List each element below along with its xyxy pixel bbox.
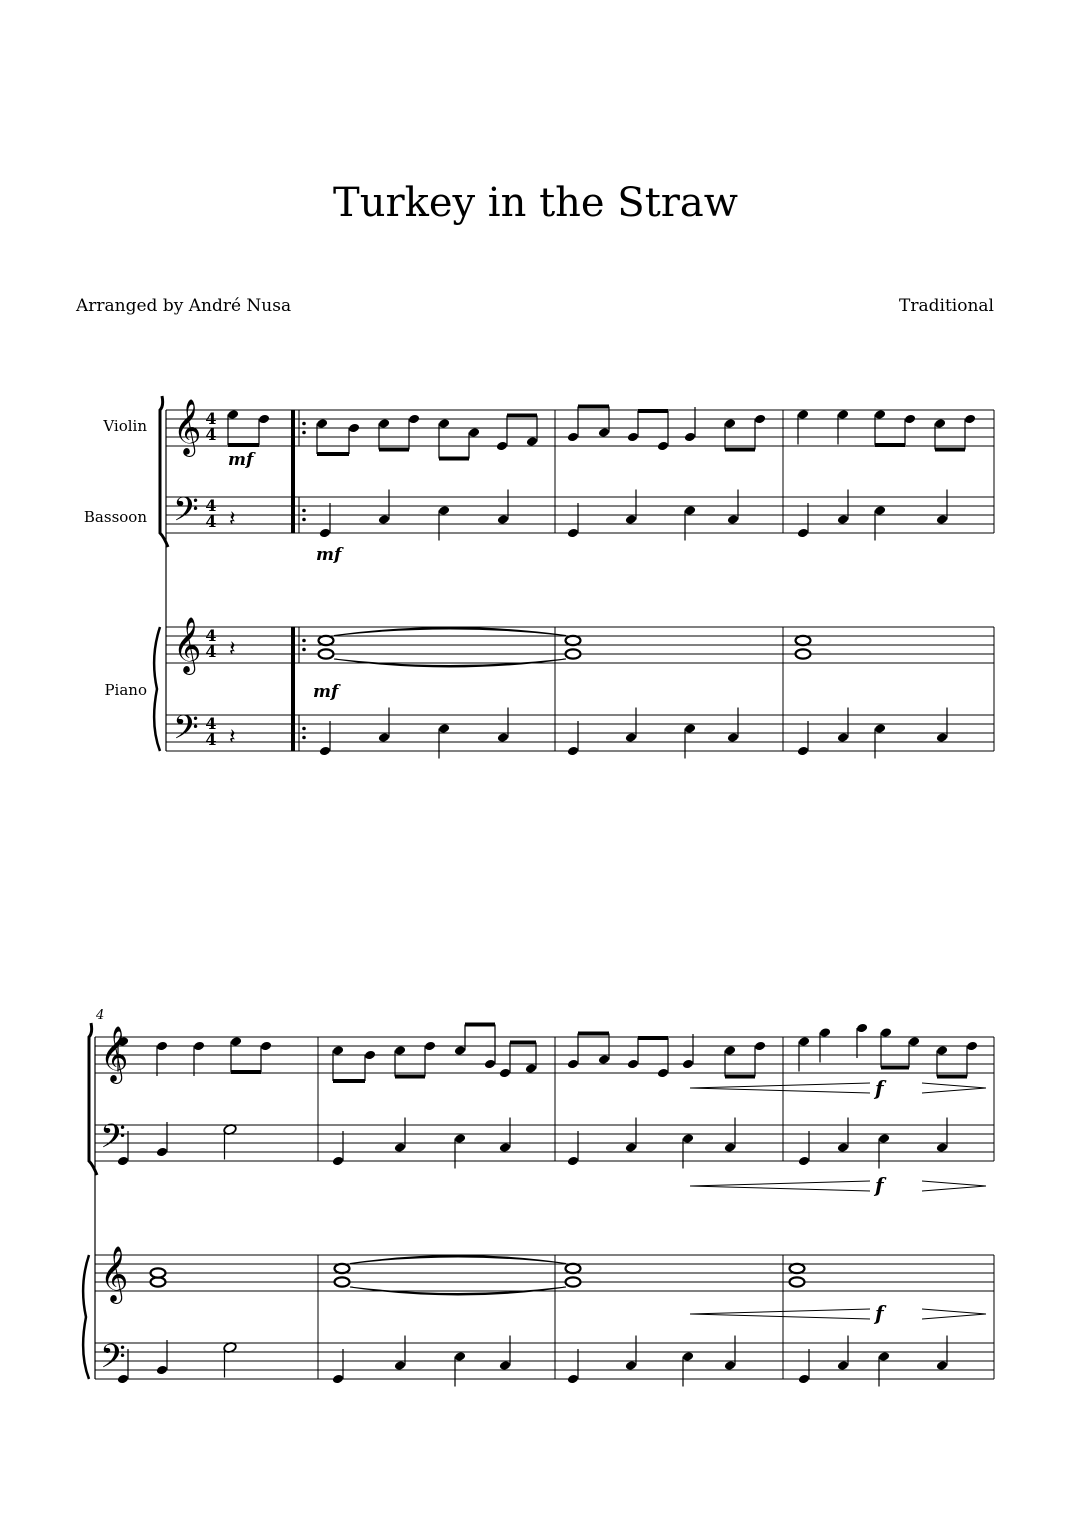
quarter-note bbox=[797, 528, 809, 539]
quarter-note bbox=[936, 1360, 948, 1371]
quarter-note bbox=[499, 1360, 511, 1371]
repeat-dot bbox=[302, 431, 306, 435]
quarter-note bbox=[156, 1365, 168, 1376]
quarter-note bbox=[798, 1156, 810, 1167]
crescendo-hairpin bbox=[690, 1309, 870, 1314]
eighth-note bbox=[754, 1041, 766, 1052]
violin-time-bottom: 4 bbox=[205, 425, 217, 444]
eighth-note bbox=[908, 1036, 920, 1047]
quarter-note bbox=[936, 1142, 948, 1153]
piano-brace bbox=[154, 627, 160, 751]
piano-lh-time-bottom: 4 bbox=[205, 730, 217, 749]
quarter-note bbox=[625, 732, 637, 743]
eighth-note bbox=[525, 1063, 537, 1074]
eighth-note bbox=[904, 414, 916, 425]
bass-clef-icon: 𝄢 bbox=[100, 1118, 126, 1164]
eighth-note bbox=[227, 409, 239, 420]
decrescendo-hairpin bbox=[922, 1083, 986, 1088]
eighth-note bbox=[438, 418, 450, 429]
whole-note bbox=[566, 649, 581, 658]
eighth-note bbox=[627, 1059, 639, 1070]
quarter-note bbox=[438, 505, 450, 516]
quarter-note bbox=[797, 746, 809, 757]
quarter-note bbox=[798, 1374, 810, 1385]
quarter-note bbox=[874, 505, 886, 516]
bassoon-label: Bassoon bbox=[83, 508, 147, 526]
quarter-note bbox=[878, 1133, 890, 1144]
decrescendo-hairpin bbox=[922, 1309, 986, 1314]
quarter-note bbox=[724, 1360, 736, 1371]
decrescendo-hairpin bbox=[922, 1186, 986, 1191]
quarter-note bbox=[819, 1027, 831, 1038]
whole-note bbox=[566, 1277, 581, 1286]
decrescendo-hairpin bbox=[922, 1088, 986, 1093]
eighth-note bbox=[880, 1027, 892, 1038]
eighth-note bbox=[754, 414, 766, 425]
eighth-note bbox=[567, 1059, 579, 1070]
quarter-note bbox=[727, 514, 739, 525]
measure-number: 4 bbox=[96, 1008, 105, 1023]
eighth-note bbox=[484, 1059, 496, 1070]
crescendo-hairpin bbox=[690, 1181, 870, 1186]
quarter-note bbox=[319, 528, 331, 539]
eighth-note bbox=[936, 1045, 948, 1056]
whole-note bbox=[796, 649, 811, 658]
quarter-note bbox=[682, 1133, 694, 1144]
treble-clef-icon: 𝄞 bbox=[173, 617, 202, 673]
decrescendo-hairpin bbox=[922, 1314, 986, 1319]
quarter-rest-icon: 𝄽 bbox=[229, 725, 236, 750]
quarter-note bbox=[936, 514, 948, 525]
dynamic-f: f bbox=[875, 1173, 884, 1197]
dynamic-mf: mf bbox=[316, 545, 342, 565]
quarter-note bbox=[567, 1156, 579, 1167]
repeat-dot bbox=[302, 509, 306, 513]
quarter-note bbox=[684, 505, 696, 516]
repeat-dot bbox=[302, 639, 306, 643]
quarter-note bbox=[837, 409, 849, 420]
quarter-note bbox=[332, 1374, 344, 1385]
eighth-note bbox=[966, 1041, 978, 1052]
crescendo-hairpin bbox=[690, 1186, 870, 1191]
quarter-note bbox=[319, 746, 331, 757]
quarter-note bbox=[567, 528, 579, 539]
eighth-note bbox=[468, 427, 480, 438]
whole-note bbox=[335, 1277, 350, 1286]
whole-note bbox=[151, 1277, 166, 1286]
eighth-note bbox=[424, 1041, 436, 1052]
piano-lh-time-top: 4 bbox=[205, 714, 217, 733]
piano-rh-time-bottom: 4 bbox=[205, 642, 217, 661]
eighth-note bbox=[258, 414, 270, 425]
quarter-note bbox=[874, 723, 886, 734]
quarter-note bbox=[837, 732, 849, 743]
quarter-note bbox=[837, 1360, 849, 1371]
eighth-note bbox=[934, 418, 946, 429]
eighth-note bbox=[724, 418, 736, 429]
quarter-note bbox=[797, 409, 809, 420]
quarter-note bbox=[567, 746, 579, 757]
quarter-note bbox=[438, 723, 450, 734]
eighth-note bbox=[408, 414, 420, 425]
eighth-note bbox=[526, 436, 538, 447]
treble-clef-icon: 𝄞 bbox=[173, 399, 202, 455]
eighth-note bbox=[316, 418, 328, 429]
whole-note bbox=[319, 636, 334, 645]
composer-credit: Traditional bbox=[899, 296, 994, 316]
quarter-note bbox=[684, 723, 696, 734]
piano-rh-time-top: 4 bbox=[205, 626, 217, 645]
quarter-note bbox=[567, 1374, 579, 1385]
quarter-note bbox=[193, 1041, 205, 1052]
repeat-dot bbox=[302, 422, 306, 426]
eighth-note bbox=[332, 1045, 344, 1056]
eighth-note bbox=[598, 1054, 610, 1065]
whole-note bbox=[335, 1264, 350, 1273]
eighth-note bbox=[964, 414, 976, 425]
repeat-dot bbox=[302, 736, 306, 740]
eighth-note bbox=[724, 1045, 736, 1056]
quarter-note bbox=[878, 1351, 890, 1362]
dynamic-f: f bbox=[875, 1301, 884, 1325]
quarter-note bbox=[332, 1156, 344, 1167]
whole-note bbox=[790, 1264, 805, 1273]
quarter-note bbox=[798, 1036, 810, 1047]
piano-brace bbox=[83, 1255, 89, 1379]
eighth-note bbox=[657, 1068, 669, 1079]
quarter-note bbox=[156, 1147, 168, 1158]
bass-clef-icon: 𝄢 bbox=[173, 491, 199, 537]
dynamic-f: f bbox=[875, 1076, 884, 1100]
eighth-note bbox=[499, 1068, 511, 1079]
score-title: Turkey in the Straw bbox=[333, 180, 738, 226]
whole-note bbox=[790, 1277, 805, 1286]
tie bbox=[334, 628, 566, 636]
quarter-note bbox=[378, 514, 390, 525]
eighth-note bbox=[394, 1045, 406, 1056]
eighth-note bbox=[364, 1050, 376, 1061]
violin-label: Violin bbox=[103, 417, 147, 435]
quarter-note bbox=[936, 732, 948, 743]
quarter-note bbox=[727, 732, 739, 743]
quarter-note bbox=[724, 1142, 736, 1153]
bass-clef-icon: 𝄢 bbox=[173, 709, 199, 755]
repeat-dot bbox=[302, 727, 306, 731]
dynamic-mf: mf bbox=[313, 682, 339, 702]
eighth-note bbox=[348, 423, 360, 434]
eighth-note bbox=[496, 441, 508, 452]
quarter-note bbox=[625, 1142, 637, 1153]
whole-note bbox=[796, 636, 811, 645]
quarter-note bbox=[682, 1351, 694, 1362]
whole-note bbox=[566, 636, 581, 645]
quarter-note bbox=[394, 1360, 406, 1371]
quarter-note bbox=[499, 1142, 511, 1153]
quarter-note bbox=[625, 514, 637, 525]
treble-clef-icon: 𝄞 bbox=[100, 1246, 129, 1302]
quarter-rest-icon: 𝄽 bbox=[229, 637, 236, 662]
tie bbox=[350, 1256, 566, 1264]
quarter-note bbox=[454, 1351, 466, 1362]
quarter-note bbox=[394, 1142, 406, 1153]
quarter-note bbox=[856, 1023, 868, 1034]
quarter-note bbox=[837, 514, 849, 525]
bassoon-time-top: 4 bbox=[205, 496, 217, 515]
quarter-note bbox=[156, 1041, 168, 1052]
quarter-note bbox=[837, 1142, 849, 1153]
quarter-note bbox=[497, 732, 509, 743]
bassoon-time-bottom: 4 bbox=[205, 512, 217, 531]
quarter-note bbox=[497, 514, 509, 525]
crescendo-hairpin bbox=[690, 1088, 870, 1093]
repeat-dot bbox=[302, 518, 306, 522]
quarter-note bbox=[684, 432, 696, 443]
eighth-note bbox=[230, 1036, 242, 1047]
quarter-note bbox=[682, 1059, 694, 1070]
eighth-note bbox=[627, 432, 639, 443]
whole-note bbox=[319, 649, 334, 658]
whole-note bbox=[151, 1268, 166, 1277]
violin-time-top: 4 bbox=[205, 409, 217, 428]
crescendo-hairpin bbox=[690, 1083, 870, 1088]
quarter-note bbox=[454, 1133, 466, 1144]
arranger-credit: Arranged by André Nusa bbox=[76, 296, 292, 316]
decrescendo-hairpin bbox=[922, 1181, 986, 1186]
eighth-note bbox=[567, 432, 579, 443]
eighth-note bbox=[598, 427, 610, 438]
bass-clef-icon: 𝄢 bbox=[100, 1338, 126, 1384]
quarter-note bbox=[625, 1360, 637, 1371]
quarter-note bbox=[378, 732, 390, 743]
eighth-note bbox=[874, 409, 886, 420]
eighth-note bbox=[657, 441, 669, 452]
eighth-note bbox=[378, 418, 390, 429]
whole-note bbox=[566, 1264, 581, 1273]
eighth-note bbox=[260, 1041, 272, 1052]
eighth-note bbox=[454, 1045, 466, 1056]
treble-clef-icon: 𝄞 bbox=[100, 1026, 129, 1082]
quarter-rest-icon: 𝄽 bbox=[229, 507, 236, 532]
repeat-dot bbox=[302, 648, 306, 652]
piano-label: Piano bbox=[104, 681, 147, 699]
crescendo-hairpin bbox=[690, 1314, 870, 1319]
dynamic-mf: mf bbox=[228, 450, 254, 470]
